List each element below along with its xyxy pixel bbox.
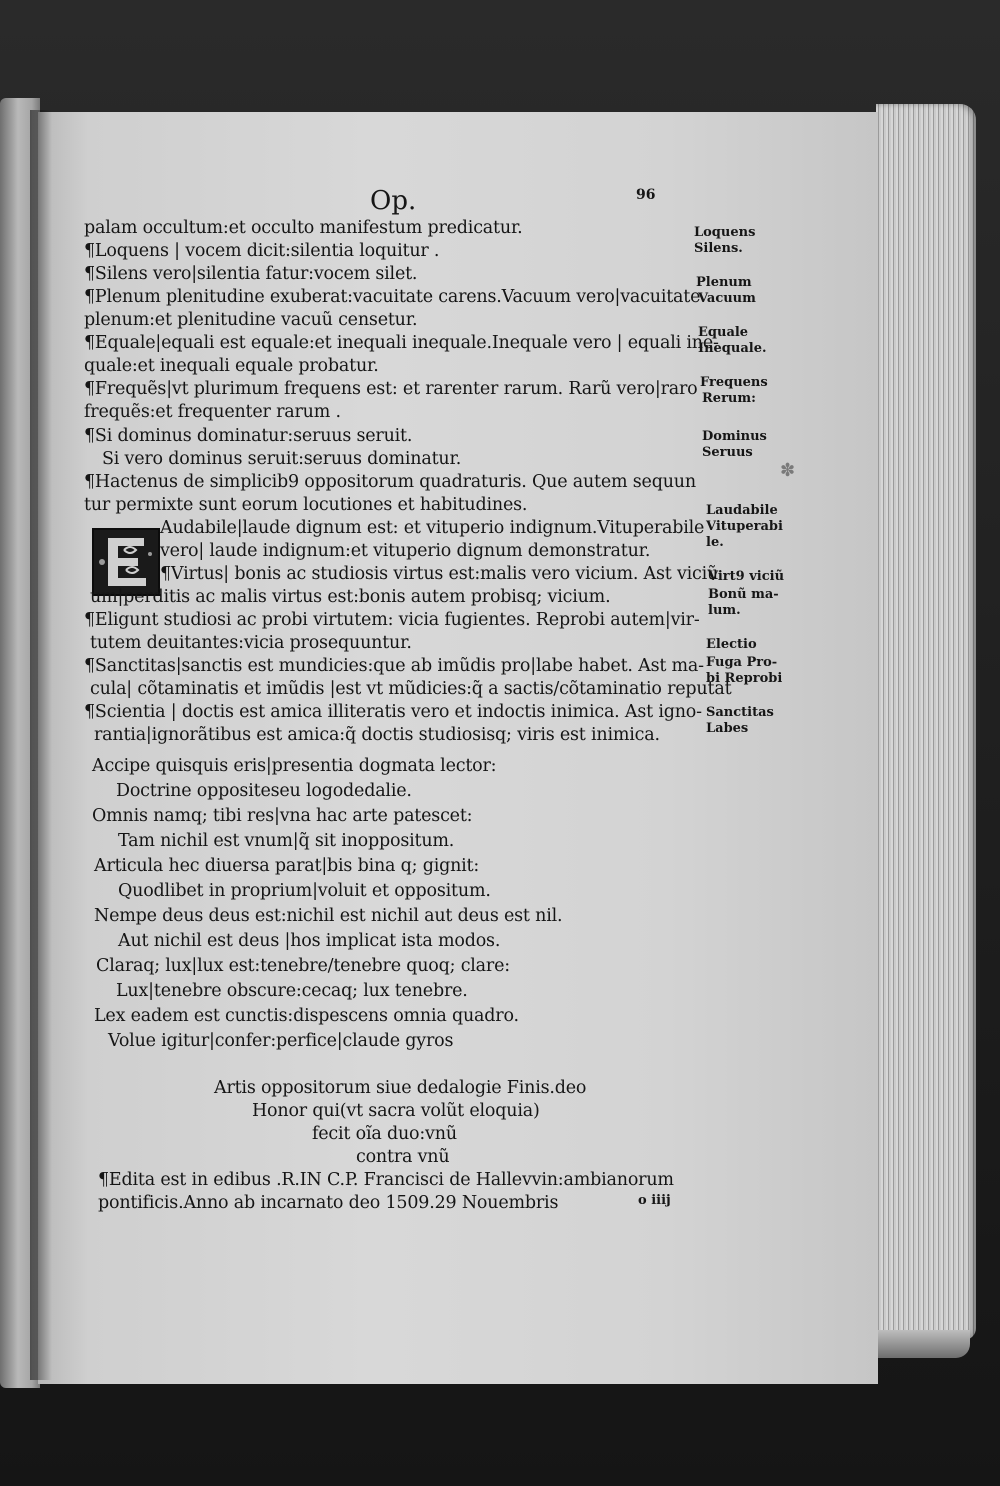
verse-line: Accipe quisquis eris|presentia dogmata lector:	[92, 756, 497, 776]
text-line: quale:et inequali equale probatur.	[84, 356, 379, 376]
signature-mark: o iiij	[638, 1193, 671, 1208]
marginal-note: Electio	[706, 637, 757, 652]
text-line: um|perditis ac malis virtus est:bonis autem probisq; vicium.	[90, 587, 611, 607]
marginal-note: Silens.	[694, 241, 743, 256]
text-line: ¶Virtus| bonis ac studiosis virtus est:malis vero vicium. Ast viciũ	[160, 564, 719, 584]
text-line: ¶Hactenus de simplicib9 oppositorum quadraturis. Que autem sequun	[84, 472, 696, 492]
marginal-note: Seruus	[702, 445, 753, 460]
text-line: rantia|ignorãtibus est amica:q̃ doctis studiosisq; viris est inimica.	[94, 725, 660, 745]
verse-line: Tam nichil est vnum|q̃ sit inoppositum.	[118, 831, 455, 851]
marginal-note: Labes	[706, 721, 749, 736]
verse-line: Omnis namq; tibi res|vna hac arte patescet:	[92, 806, 473, 826]
marginal-note: Plenum	[696, 275, 752, 290]
text-line: ¶Equale|equali est equale:et inequali inequale.Inequale vero | equali ine-	[84, 333, 719, 353]
marginal-note: lum.	[708, 603, 741, 618]
folio-number: 96	[636, 187, 656, 203]
marginal-note: Loquens	[694, 225, 756, 240]
verse-line: Lux|tenebre obscure:cecaq; lux tenebre.	[116, 981, 468, 1001]
text-line: ¶Eligunt studiosi ac probi virtutem: vicia fugientes. Reprobi autem|vir-	[84, 610, 700, 630]
paper-stain-icon: ✽	[780, 460, 796, 481]
marginal-note: Vituperabi	[706, 519, 783, 534]
decorated-initial	[92, 528, 160, 596]
verse-line: Nempe deus deus est:nichil est nichil aut deus est nil.	[94, 906, 563, 926]
verse-line: Doctrine oppositeseu logodedalie.	[116, 781, 412, 801]
marginal-note: Vacuum	[698, 291, 756, 306]
marginal-note: Frequens	[700, 375, 768, 390]
initial-e-icon	[94, 530, 158, 594]
text-line: frequẽs:et frequenter rarum .	[84, 402, 341, 422]
text-line: ¶Si dominus dominatur:seruus seruit.	[84, 426, 413, 446]
colophon-line: ¶Edita est in edibus .R.IN C.P. Francisci de Hallevvin:ambianorum	[98, 1170, 674, 1190]
colophon-line: pontificis.Anno ab incarnato deo 1509.29 Nouembris	[98, 1193, 559, 1213]
text-line: tutem deuitantes:vicia prosequuntur.	[90, 633, 412, 653]
colophon-line: Artis oppositorum siue dedalogie Finis.deo	[214, 1078, 587, 1098]
text-line: ¶Scientia | doctis est amica illiteratis vero et indoctis inimica. Ast igno-	[84, 702, 702, 722]
text-line: Audabile|laude dignum est: et vituperio indignum.Vituperabile	[160, 518, 705, 538]
gutter-shadow	[30, 110, 52, 1380]
fore-edge	[876, 104, 976, 1340]
marginal-note: Inequale.	[698, 341, 767, 356]
text-line: plenum:et plenitudine vacuũ censetur.	[84, 310, 418, 330]
verse-line: Aut nichil est deus |hos implicat ista modos.	[118, 931, 501, 951]
verse-line: Articula hec diuersa parat|bis bina q; gignit:	[94, 856, 480, 876]
verse-line: Lex eadem est cunctis:dispescens omnia quadro.	[94, 1006, 519, 1026]
running-head: Op.	[370, 186, 417, 216]
marginal-note: Laudabile	[706, 503, 778, 518]
marginal-note: Fuga Pro-	[706, 655, 778, 670]
marginal-note: Virt9 viciũ	[708, 569, 785, 584]
text-line: cula| cõtaminatis et imũdis |est vt mũdicies:q̃ a sactis/cõtaminatio reputat	[90, 679, 732, 699]
text-line: palam occultum:et occulto manifestum predicatur.	[84, 218, 523, 238]
marginal-note: Dominus	[702, 429, 767, 444]
text-line: tur permixte sunt eorum locutiones et habitudines.	[84, 495, 528, 515]
marginal-note: le.	[706, 535, 724, 550]
verse-line: Volue igitur|confer:perfice|claude gyros	[108, 1031, 454, 1051]
colophon-line: Honor qui(vt sacra volũt eloquia)	[252, 1101, 540, 1121]
text-line: vero| laude indignum:et vituperio dignum demonstratur.	[160, 541, 651, 561]
marginal-note: Bonũ ma-	[708, 587, 779, 602]
text-line: ¶Loquens | vocem dicit:silentia loquitur .	[84, 241, 440, 261]
verse-line: Quodlibet in proprium|voluit et oppositum.	[118, 881, 491, 901]
verse-line: Claraq; lux|lux est:tenebre/tenebre quoq; clare:	[96, 956, 510, 976]
text-line: ¶Frequẽs|vt plurimum frequens est: et rarenter rarum. Rarũ vero|raro	[84, 379, 698, 399]
marginal-note: bi Reprobi	[706, 671, 783, 686]
colophon-line: contra vnũ	[356, 1147, 450, 1167]
text-line: ¶Sanctitas|sanctis est mundicies:que ab imũdis pro|labe habet. Ast ma-	[84, 656, 704, 676]
marginal-note: Sanctitas	[706, 705, 774, 720]
text-line: ¶Plenum plenitudine exuberat:vacuitate carens.Vacuum vero|vacuitate	[84, 287, 701, 307]
marginal-note: Equale	[698, 325, 749, 340]
colophon-line: fecit oĩa duo:vnũ	[312, 1124, 457, 1144]
marginal-note: Rerum:	[702, 391, 756, 406]
text-line: ¶Silens vero|silentia fatur:vocem silet.	[84, 264, 418, 284]
text-line: Si vero dominus seruit:seruus dominatur.	[102, 449, 462, 469]
